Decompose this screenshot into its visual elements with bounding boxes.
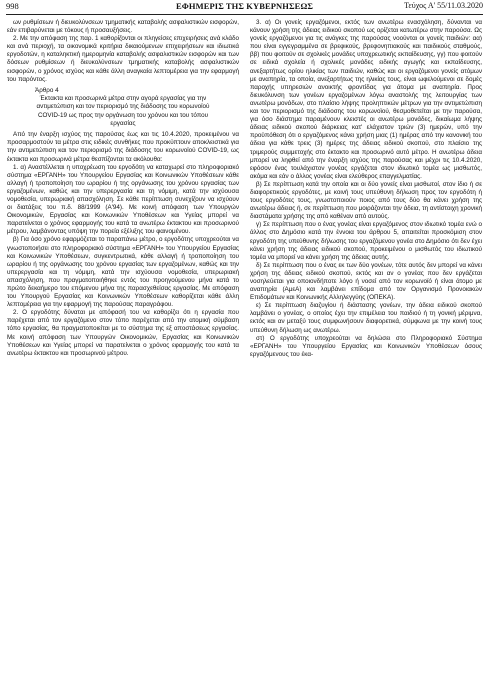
- paragraph: 2. Με την απόφαση της παρ. 1 καθορίζονται οι πληγείσες επιχειρήσεις ανά κλάδο και ανά περιοχή, τα οικονομικά κριτήρια δικαιούμενων επιχειρήσεων και ιδιωτικά εργοδοτών, η καταληκτική ημερομηνία καταβολής ασφαλιστικών εισφορών και των δόσεων ρυθμίσεων ή διευκολύνσεων τμηματικής καταβολής ασφαλιστικών εισφορών, ο χρόνος ισχύος και κάθε άλλη αναγκαία λεπτομέρεια για την εφαρμογή του παρόντος.: [7, 35, 239, 83]
- paragraph: 1. α) Αναστέλλεται η υποχρέωση του εργοδότη να καταχωρεί στο πληροφοριακό σύστημα «ΕΡΓΑΝΗ» του Υπουργείου Εργασίας και Κοινωνικών Υποθέσεων κάθε αλλαγή ή τροποποίηση του ωραρίου ή της οργάνωσης του χρόνου εργασίας των εργαζομένων, καθώς και την υπερεργασία και τη νόμιμη, κατά την ισχύουσα νομοθεσία, υπερωριακή απασχόληση. Σε κάθε περίπτωση συνεχίζουν να ισχύουν οι διατάξεις του π.δ. 88/1999 (Α'94). Με κοινή απόφαση των Υπουργών Οικονομικών, Εργασίας και Κοινωνικών Υποθέσεων και Υγείας μπορεί να παρατείνεται ο χρόνος εφαρμογής του κατά τα ανωτέρω έκτακτου και προσωρινού μέτρου, λαμβάνοντας υπόψη την πορεία εξέλιξης του φαινομένου.: [7, 163, 239, 236]
- paragraph: στ) Ο εργοδότης υποχρεούται να δηλώσει στο Πληροφοριακό Σύστημα «ΕΡΓΑΝΗ» του Υπουργείου Εργασίας και Κοινωνικών Υποθέσεων όσους εργαζόμενους του έκα-: [250, 334, 482, 358]
- paragraph: Από την έναρξη ισχύος της παρούσας έως και τις 10.4.2020, προκειμένου να προσαρμοστούν τα μέτρα στις ειδικές συνθήκες που προκύπτουν αποκλειστικά για την αντιμετώπιση και τον περιορισμό της διάδοσης του κορωνοϊού COVID-19, ως έκτακτα και προσωρινά μέτρα θεσπίζονται τα ακόλουθα:: [7, 131, 239, 163]
- page-header: [6, 0, 483, 15]
- gazette-title: ΕΦΗΜΕΡΙΣ ΤΗΣ ΚΥΒΕΡΝΗΣΕΩΣ: [175, 1, 314, 11]
- paragraph: β) Για όσο χρόνο εφαρμόζεται το παραπάνω μέτρο, ο εργοδότης υποχρεούται να γνωστοποιήσει στο πληροφοριακό σύστημα «ΕΡΓΑΝΗ» του Υπουργείου Εργασίας και Κοινωνικών Υποθέσεων, συγκεντρωτικά, κάθε αλλαγή ή τροποποίηση του ωραρίου ή της οργάνωσης του χρόνου εργασίας των εργαζομένων, καθώς και την υπερεργασία και τη νόμιμη, κατά την ισχύουσα νομοθεσία, υπερωριακή απασχόληση, που πραγματοποιήθηκε εντός του προηγούμενου μήνα κατά το πρώτο δεκαήμερο του επόμενου μήνα της παρασχεθείσας εργασίας. Με απόφαση του Υπουργού Εργασίας και Κοινωνικών Υποθέσεων καθορίζεται κάθε άλλη λεπτομέρεια για την εφαρμογή της παρούσας παραγράφου.: [7, 236, 239, 309]
- paragraph: ε) Σε περίπτωση διαζυγίου ή διάστασης γονέων, την άδεια ειδικού σκοπού λαμβάνει ο γονέας, ο οποίος έχει την επιμέλεια του παιδιού ή τη γονική μέριμνα, εκτός και αν μεταξύ τους συμφωνήσουν διαφορετικά, σύμφωνα με την κοινή τους υπεύθυνη δήλωση ως ανωτέρω.: [250, 302, 482, 334]
- article-number: Άρθρο 4: [35, 86, 59, 94]
- article-heading: [25, 87, 221, 128]
- paragraph: β) Σε περίπτωση κατά την οποία και οι δύο γονείς είναι μισθωτοί, στον ίδιο ή σε διαφορετικούς εργοδότες, με κοινή τους υπεύθυνη δήλωση προς τον εργοδότη ή τους εργοδότες τους, γνωστοποιούν ποιος από τους δύο θα κάνει χρήση της ανωτέρω άδειας ή, σε περίπτωση που μοιράζονται την άδεια, τη αντίστοιχη χρονική διαστάματα χρήσης της από καθέναν από αυτούς.: [250, 180, 482, 221]
- issue-info: Τεύχος Α' 55/11.03.2020: [404, 1, 483, 10]
- right-column: [250, 19, 482, 359]
- page-number: 998: [6, 1, 19, 11]
- left-column: [7, 19, 239, 358]
- paragraph: ων ρυθμίσεων ή διευκολύνσεων τμηματικής καταβολής ασφαλιστικών εισφορών, εάν επιβαρύνεται με τόκους ή προσαυξήσεις.: [7, 19, 239, 35]
- paragraph: δ) Σε περίπτωση που ο ένας εκ των δύο γονέων, τότε αυτός δεν μπορεί να κάνει χρήση της άδειας ειδικού σκοπού, εκτός και αν ο γονέας που δεν εργάζεται νοσηλεύεται για οποιονδήποτε λόγο ή νοσεί από τον κορωνοϊό ή είναι άτομο με αναπηρία (ΑμεΑ) και λαμβάνει επίδομα από τον Οργανισμό Προνοιακών Επιδομάτων και Κοινωνικής Αλληλεγγύης (ΟΠΕΚΑ).: [250, 261, 482, 302]
- paragraph: 3. α) Οι γονείς εργαζόμενοι, εκτός των ανωτέρω ενασχόληση, δύνανται να κάνουν χρήση της άδειας ειδικού σκοπού ως ορίζεται κατωτέρω στην παρούσα. Ως γονείς εργαζόμενοι για τις ανάγκες της παρούσας νοούνται οι γονείς παιδιών: αα) που είναι εγγεγραμμένα σε βρεφικούς, βρεφονηπιακούς και παιδικούς σταθμούς, ββ) που φοιτούν σε σχολικές μονάδες υποχρεωτικής εκπαίδευσης, γγ) που φοιτούν σε ειδικά σχολεία ή σχολικές μονάδες ειδικής αγωγής και εκπαίδευσης, ανεξαρτήτως ορίου ηλικίας των παιδιών, καθώς και οι εργαζόμενοι γονείς ατόμων με αναπηρία, τα οποία, ανεξαρτήτως της ηλικίας τους, είναι ωφελούμενοι σε δομές παροχής υπηρεσιών ανοικτής φροντίδας για άτομα με αναπηρία. Προς διευκόλυνση των γονέων εργαζομένων λόγω αναστολής της λειτουργίας των ανωτέρω μονάδων, στο πλαίσιο λήψης προληπτικών μέτρων για την αντιμετώπιση και τον περιορισμό της διάδοσης του κορωνοϊού, θεσμοθετείται με την παρούσα, για όσο διάστημα παραμένουν κλειστές οι ανωτέρω μονάδες, δικαίωμα λήψης άδειας ειδικού σκοπού διάρκειας κατ' ελάχιστον τριών (3) ημερών, υπό την προϋπόθεση ότι ο εργαζόμενος κάνει χρήση μιας (1) ημέρας από την κανονική του άδεια για κάθε τρεις (3) ημέρες της άδειας ειδικού σκοπού, στο πλαίσιο της τριμερούς συμμετοχής στο έκτακτο και προσωρινό αυτό μέτρο. Η ανωτέρω άδεια μπορεί να ληφθεί από την έναρξη ισχύος της παρούσας και μέχρι τις 10.4.2020, εφόσον ένας τουλάχιστον γονέας εργάζεται στον ιδιωτικό τομέα ως μισθωτός, ακόμα και εάν ο άλλος γονέας είναι ελεύθερος επαγγελματίας.: [250, 19, 482, 180]
- paragraph: 2. Ο εργοδότης δύναται με απόφασή του να καθορίζει ότι η εργασία που παρέχεται από τον εργαζόμενο στον τόπο παρέχεται από την ατομική σύμβαση τόπο εργασίας, θα πραγματοποιείται με το σύστημα της εξ αποστάσεως εργασίας. Με κοινή απόφαση των Υπουργών Οικονομικών, Εργασίας και Κοινωνικών Υποθέσεων και Υγείας μπορεί να παρατείνεται ο χρόνος εφαρμογής του κατά τα ανωτέρω έκτακτου και προσωρινού μέτρου.: [7, 309, 239, 357]
- article-title: Έκτακτα και προσωρινά μέτρα στην αγορά εργασίας για την αντιμετώπιση και τον περιορισμό της διάδοσης του κορωνοϊού COVID-19 ως προς την οργάνωση του χρόνου και του τόπου εργασίας: [36, 95, 210, 127]
- paragraph: γ) Σε περίπτωση που ο ένας γονέας είναι εργαζόμενος στον ιδιωτικό τομέα ενώ ο άλλος στο Δημόσιο κατά την έννοια του άρθρου 5, απαιτείται προσκόμιση στον εργοδότη της υπεύθυνης δήλωσης του εργαζόμενου γονέα στο Δημόσιο ότι δεν έχει κάνει χρήση της άδειας ειδικού σκοπού, προκειμένου ο μισθωτός του ιδιωτικού τομέα να μπορεί να κάνει χρήση της άδειας αυτής.: [250, 221, 482, 261]
